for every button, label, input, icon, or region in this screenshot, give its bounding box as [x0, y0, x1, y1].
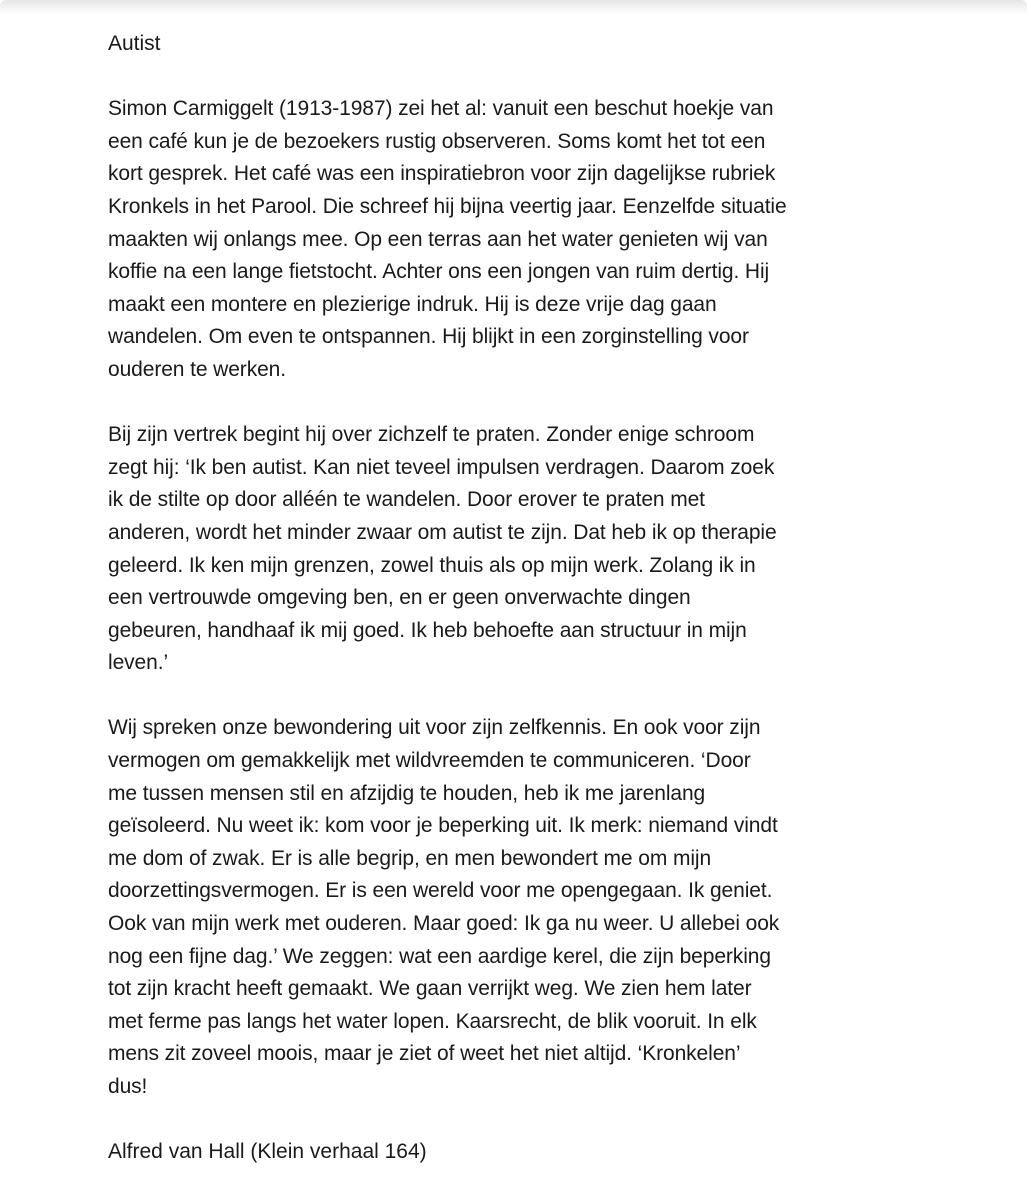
text-line: Wij spreken onze bewondering uit voor zijn zelfkennis. En ook voor zijn: [108, 716, 761, 740]
text-line: wandelen. Om even te ontspannen. Hij blijkt in een zorginstelling voor: [108, 325, 749, 349]
text-line: zegt hij: ‘Ik ben autist. Kan niet teveel impulsen verdragen. Daarom zoek: [108, 455, 775, 479]
document-title: Autist: [108, 32, 161, 55]
text-line: Simon Carmiggelt (1913-1987) zei het al: vanuit een beschut hoekje van: [108, 97, 774, 121]
text-line: me dom of zwak. Er is alle begrip, en men bewondert me om mijn: [108, 846, 712, 870]
text-line: gebeuren, handhaaf ik mij goed. Ik heb behoefte aan structuur in mijn: [108, 618, 747, 642]
text-line: ik de stilte op door alléén te wandelen. Door erover te praten met: [108, 488, 705, 512]
paragraph-1: [108, 93, 828, 386]
text-line: vermogen om gemakkelijk met wildvreemden te communiceren. ‘Door: [108, 749, 751, 773]
window-top-edge: [0, 0, 1027, 14]
text-line: Kronkels in het Parool. Die schreef hij bijna veertig jaar. Eenzelfde situatie: [108, 194, 787, 218]
author-signature: Alfred van Hall (Klein verhaal 164): [108, 1140, 427, 1164]
text-line: tot zijn kracht heeft gemaakt. We gaan verrijkt weg. We zien hem later: [108, 977, 752, 1001]
paragraph-2: [108, 419, 828, 680]
text-line: met ferme pas langs het water lopen. Kaarsrecht, de blik vooruit. In elk: [108, 1009, 757, 1033]
text-line: doorzettingsvermogen. Er is een wereld voor me opengegaan. Ik geniet.: [108, 879, 773, 903]
text-line: maakt een montere en plezierige indruk. Hij is deze vrije dag gaan: [108, 292, 717, 316]
paragraph-3: [108, 712, 828, 1103]
text-line: kort gesprek. Het café was een inspiratiebron voor zijn dagelijkse rubriek: [108, 162, 776, 186]
text-line: een vertrouwde omgeving ben, en er geen onverwachte dingen: [108, 586, 691, 610]
text-line: ouderen te werken.: [108, 357, 286, 381]
text-line: een café kun je de bezoekers rustig observeren. Soms komt het tot een: [108, 129, 766, 153]
text-line: geïsoleerd. Nu weet ik: kom voor je beperking uit. Ik merk: niemand vindt: [108, 814, 778, 838]
text-line: Ook van mijn werk met ouderen. Maar goed: Ik ga nu weer. U allebei ook: [108, 912, 780, 936]
text-line: Bij zijn vertrek begint hij over zichzelf te praten. Zonder enige schroom: [108, 423, 755, 447]
text-line: maakten wij onlangs mee. Op een terras aan het water genieten wij van: [108, 227, 768, 251]
text-line: geleerd. Ik ken mijn grenzen, zowel thuis als op mijn werk. Zolang ik in: [108, 553, 756, 577]
text-line: leven.’: [108, 651, 169, 675]
text-line: koffie na een lange fietstocht. Achter ons een jongen van ruim dertig. Hij: [108, 260, 770, 284]
text-line: me tussen mensen stil en afzijdig te houden, heb ik me jarenlang: [108, 781, 706, 805]
text-line: dus!: [108, 1075, 148, 1098]
text-line: mens zit zoveel moois, maar je ziet of weet het niet altijd. ‘Kronkelen’: [108, 1042, 741, 1066]
document-body: [108, 28, 828, 1169]
text-line: nog een fijne dag.’ We zeggen: wat een aardige kerel, die zijn beperking: [108, 944, 771, 968]
text-line: anderen, wordt het minder zwaar om autist te zijn. Dat heb ik op therapie: [108, 520, 777, 544]
